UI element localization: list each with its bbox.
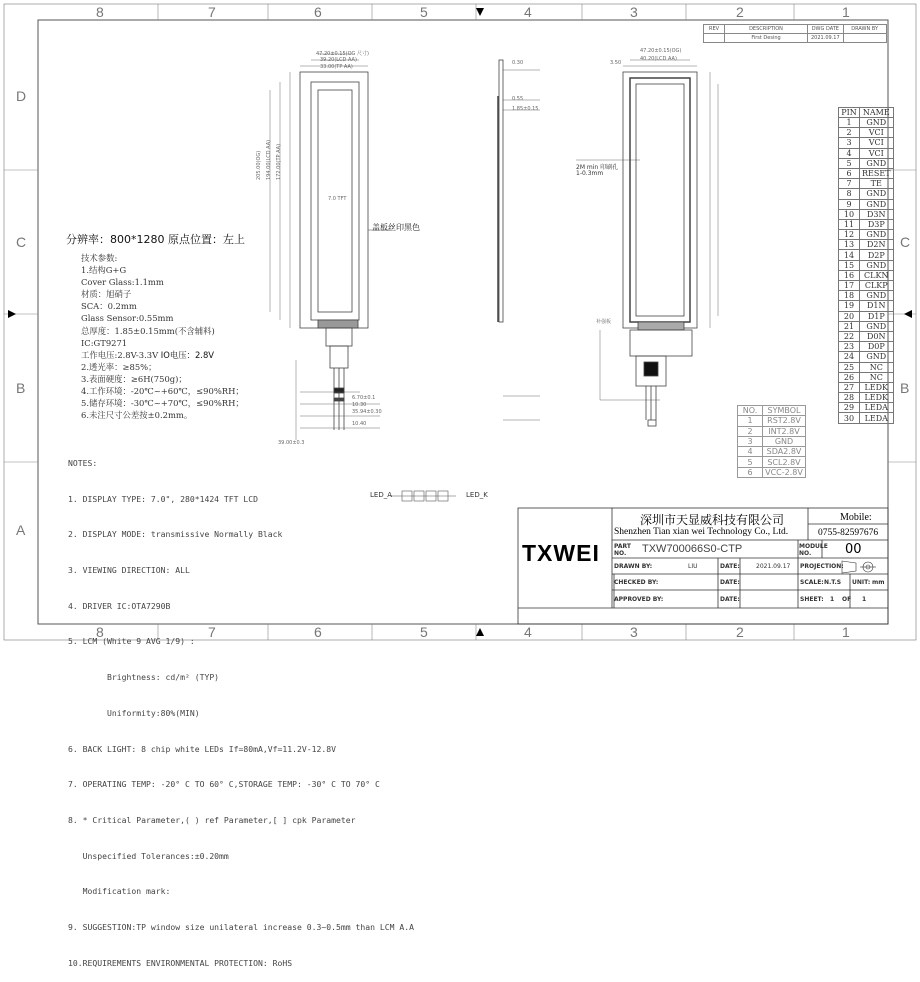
drawn-label: DRAWN BY:: [614, 563, 653, 570]
pin-number: 18: [839, 291, 860, 301]
dim-label: 35.94±0.30: [352, 409, 382, 415]
zone-bottom-5: 5: [420, 624, 428, 640]
pin-row: [839, 250, 894, 260]
zone-bottom-8: 8: [96, 624, 104, 640]
zone-left-b: B: [16, 380, 26, 396]
tech-line: 5.储存环境：-30℃~+70℃，≤90%RH；: [81, 398, 244, 409]
pin-row: [839, 403, 894, 413]
pin-row: [839, 189, 894, 199]
pin-number: 28: [839, 393, 860, 403]
pin-number: 4: [839, 148, 860, 158]
pin-row: [839, 301, 894, 311]
led-k-label: LED_K: [466, 491, 488, 499]
rev-header: DWG DATE: [808, 25, 844, 34]
tech-line: 材质：旭硝子: [81, 289, 132, 300]
pin-name: CLKP: [860, 281, 894, 291]
pin-row: [839, 352, 894, 362]
zone-top-5: 5: [420, 4, 428, 20]
resolution-title: 分辨率：800*1280 原点位置：左上: [66, 233, 245, 246]
dim-label: 10.40: [352, 421, 367, 427]
pin-number: 5: [839, 158, 860, 168]
notes-heading: NOTES:: [68, 457, 98, 468]
note-line: 10.REQUIREMENTS ENVIRONMENTAL PROTECTION: RoHS: [68, 957, 293, 968]
scale-value: N.T.S: [824, 579, 842, 586]
zone-bottom-6: 6: [314, 624, 322, 640]
pin-name: LEDK: [860, 393, 894, 403]
dim-label: 194.00(LCD AA): [266, 139, 272, 180]
zone-bottom-2: 2: [736, 624, 744, 640]
symbol-name: RST2.8V: [763, 416, 806, 426]
pin-name: LEDK: [860, 382, 894, 392]
dim-label: 172.00(TP AA): [276, 143, 282, 180]
tech-line: SCA：0.2mm: [81, 301, 137, 312]
pin-name: LEDA: [860, 413, 894, 423]
symbol-name: SDA2.8V: [763, 447, 806, 457]
rev-header: REV: [704, 25, 725, 34]
io-voltage: IO电压：2.8V: [160, 349, 215, 360]
note-line: 4. DRIVER IC:OTA7290B: [68, 600, 171, 611]
mobile-label: Mobile:: [840, 512, 872, 523]
symbol-table: [737, 405, 806, 478]
unit-label: UNIT:: [852, 579, 871, 586]
pin-number: 1: [839, 118, 860, 128]
pin-name: GND: [860, 291, 894, 301]
pin-name: VCI: [860, 148, 894, 158]
date-label: DATE:: [720, 579, 740, 586]
zone-bottom-7: 7: [208, 624, 216, 640]
tech-line: 总厚度：1.85±0.15mm(不含辅料): [81, 325, 215, 336]
note-line: Brightness: cd/m² (TYP): [68, 672, 220, 683]
dim-label: 0.30: [512, 60, 524, 66]
symbol-table-body: [738, 416, 806, 478]
module-number: 00: [845, 542, 862, 557]
pin-number: 23: [839, 342, 860, 352]
zone-left-d: D: [16, 88, 27, 104]
company-name-cn: 深圳市天显威科技有限公司: [640, 513, 785, 527]
pin-row: [839, 158, 894, 168]
notes: [68, 434, 414, 982]
pin-name: LEDA: [860, 403, 894, 413]
tech-line: IC:GT9271: [81, 337, 128, 348]
sheet-label: SHEET:: [800, 596, 824, 603]
pin-name: GND: [860, 118, 894, 128]
date-label: DATE:: [720, 563, 740, 570]
projection-label: PROJECTION:: [800, 563, 844, 570]
pin-row: [839, 260, 894, 270]
mobile-number: 0755-82597676: [818, 528, 879, 538]
pin-row: [839, 199, 894, 209]
pin-header: NAME: [860, 108, 894, 118]
pin-row: [839, 209, 894, 219]
dim-label: 39.20(LCD AA): [320, 57, 357, 63]
module-label: MODULE NO.: [799, 543, 828, 557]
zone-top-3: 3: [630, 4, 638, 20]
sheet-total: 1: [862, 596, 867, 603]
symbol-number: 3: [738, 436, 763, 446]
pin-name: GND: [860, 321, 894, 331]
zone-right-b: B: [900, 380, 910, 396]
tech-heading: 技术参数:: [81, 253, 118, 263]
dim-label: 10.30: [352, 402, 367, 408]
pin-row: [839, 219, 894, 229]
dim-label: 39.00±0.3: [278, 440, 305, 446]
dim-label: 6.70±0.1: [352, 395, 376, 401]
zone-left-c: C: [16, 234, 27, 250]
pin-table: [838, 107, 894, 424]
pin-number: 29: [839, 403, 860, 413]
symbol-number: 5: [738, 457, 763, 467]
silk-black-label: 盖板丝印黑色: [372, 223, 420, 232]
pin-name: NC: [860, 372, 894, 382]
pin-row: [839, 270, 894, 280]
zone-top-6: 6: [314, 4, 322, 20]
pin-row: [839, 291, 894, 301]
pin-name: GND: [860, 199, 894, 209]
note-line: 1. DISPLAY TYPE: 7.0", 280*1424 TFT LCD: [68, 493, 259, 504]
tech-line: 1.结构G+G: [81, 265, 127, 276]
pin-name: D3N: [860, 209, 894, 219]
pin-number: 10: [839, 209, 860, 219]
pin-number: 19: [839, 301, 860, 311]
pin-name: GND: [860, 158, 894, 168]
tech-line: Cover Glass:1.1mm: [81, 277, 164, 288]
pin-number: 17: [839, 281, 860, 291]
pin-row: [839, 118, 894, 128]
note-line: Uniformity:80%(MIN): [68, 707, 200, 718]
pin-row: [839, 311, 894, 321]
dim-label: 205.00(OG): [256, 150, 262, 180]
tech-line: 2.透光率：≥85%；: [81, 361, 157, 372]
pin-number: 25: [839, 362, 860, 372]
rev-header: DRAWN BY: [843, 25, 886, 34]
pin-name: GND: [860, 189, 894, 199]
part-number: TXW700066S0-CTP: [642, 543, 743, 555]
pin-row: [839, 342, 894, 352]
scale-label: SCALE:: [800, 579, 824, 586]
pin-row: [839, 362, 894, 372]
pin-row: [839, 393, 894, 403]
rev-cell: First Desing: [725, 34, 808, 43]
pin-name: RESET: [860, 168, 894, 178]
pin-row: [839, 413, 894, 423]
led-a-label: LED_A: [370, 491, 393, 499]
tech-line: 6.未注尺寸公差按±0.2mm。: [81, 410, 193, 421]
zone-top-7: 7: [208, 4, 216, 20]
pin-row: [839, 331, 894, 341]
symbol-row: [738, 467, 806, 477]
note-line: 7. OPERATING TEMP: -20° C TO 60° C,STORAGE TEMP: -30° C TO 70° C: [68, 779, 380, 790]
pin-name: D1P: [860, 311, 894, 321]
hole-note-2: 1-0.3mm: [576, 170, 604, 177]
pin-name: D0P: [860, 342, 894, 352]
symbol-header: SYMBOL: [763, 406, 806, 416]
pin-row: [839, 281, 894, 291]
pin-number: 22: [839, 331, 860, 341]
symbol-number: 6: [738, 467, 763, 477]
pin-row: [839, 138, 894, 148]
symbol-row: [738, 457, 806, 467]
note-line: 8. * Critical Parameter,( ) ref Parameter,[ ] cpk Parameter: [68, 815, 356, 825]
symbol-number: 4: [738, 447, 763, 457]
note-line: 5. LCM (White 9 AVG 1/9) :: [68, 636, 195, 647]
symbol-header: NO.: [738, 406, 763, 416]
pin-number: 14: [839, 250, 860, 260]
pin-row: [839, 321, 894, 331]
revision-table: [703, 24, 887, 43]
pin-row: [839, 128, 894, 138]
unit-value: mm: [872, 579, 885, 586]
note-line: 3. VIEWING DIRECTION: ALL: [68, 564, 190, 575]
rev-cell: 2021.09.17: [808, 34, 844, 43]
pin-name: GND: [860, 260, 894, 270]
hole-note: 2M min 印刷孔: [576, 164, 619, 171]
pin-name: VCI: [860, 128, 894, 138]
company-logo: TXWEI: [522, 540, 600, 566]
pin-number: 3: [839, 138, 860, 148]
pin-number: 24: [839, 352, 860, 362]
pin-table-body: [839, 118, 894, 424]
note-line: 2. DISPLAY MODE: transmissive Normally Black: [68, 529, 283, 540]
zone-top-8: 8: [96, 4, 104, 20]
symbol-name: SCL2.8V: [763, 457, 806, 467]
dim-label: 33.00(TP AA): [320, 64, 353, 70]
checked-label: CHECKED BY:: [614, 579, 659, 586]
date-value: 2021.09.17: [756, 563, 791, 570]
pin-name: D3P: [860, 219, 894, 229]
dim-label: 47.20±0.15(OG): [640, 48, 682, 54]
pin-number: 7: [839, 179, 860, 189]
pin-number: 20: [839, 311, 860, 321]
symbol-number: 1: [738, 416, 763, 426]
pin-row: [839, 179, 894, 189]
pin-row: [839, 240, 894, 250]
pin-name: TE: [860, 179, 894, 189]
dim-label: 40.20(LCD AA): [640, 56, 677, 62]
pin-row: [839, 382, 894, 392]
pin-name: NC: [860, 362, 894, 372]
flex-label: 补强板: [596, 319, 612, 325]
tech-line: 工作电压:2.8V-3.3V: [81, 349, 159, 360]
pin-number: 11: [839, 219, 860, 229]
tech-line: 3.表面硬度：≥6H(750g)；: [81, 373, 187, 384]
rev-header: DESCRIPTION: [725, 25, 808, 34]
pin-number: 30: [839, 413, 860, 423]
pin-number: 8: [839, 189, 860, 199]
pin-row: [839, 168, 894, 178]
pin-number: 26: [839, 372, 860, 382]
approved-label: APPROVED BY:: [614, 596, 664, 603]
note-line: 6. BACK LIGHT: 8 chip white LEDs If=80mA,Vf=11.2V-12.8V: [68, 743, 337, 754]
tech-line: Glass Sensor:0.55mm: [81, 313, 174, 324]
symbol-name: INT2.8V: [763, 426, 806, 436]
zone-left-a: A: [16, 522, 26, 538]
tech-line: 4.工作环境：-20℃~+60℃，≤90%RH；: [81, 386, 244, 397]
pin-name: VCI: [860, 138, 894, 148]
note-line: 9. SUGGESTION:TP window size unilateral increase 0.3~0.5mm than LCM A.A: [68, 922, 414, 933]
symbol-row: [738, 416, 806, 426]
pin-name: D2P: [860, 250, 894, 260]
zone-bottom-1: 1: [842, 624, 850, 640]
rev-cell: [843, 34, 886, 43]
dim-label: 47.20±0.15(OG 尺寸): [316, 51, 369, 57]
pin-number: 16: [839, 270, 860, 280]
pin-name: CLKN: [860, 270, 894, 280]
rev-cell: [704, 34, 725, 43]
pin-name: D1N: [860, 301, 894, 311]
pin-name: D2N: [860, 240, 894, 250]
pin-number: 6: [839, 168, 860, 178]
pin-number: 21: [839, 321, 860, 331]
part-label: PART NO.: [614, 543, 631, 557]
drawn-by: LIU: [688, 563, 698, 570]
pin-row: [839, 372, 894, 382]
symbol-number: 2: [738, 426, 763, 436]
pin-header: PIN: [839, 108, 860, 118]
sheet-number: 1: [830, 596, 835, 603]
pin-number: 2: [839, 128, 860, 138]
zone-top-4: 4: [524, 4, 532, 20]
pin-number: 27: [839, 382, 860, 392]
symbol-row: [738, 447, 806, 457]
pin-row: [839, 148, 894, 158]
symbol-name: GND: [763, 436, 806, 446]
symbol-name: VCC-2.8V: [763, 467, 806, 477]
pin-number: 9: [839, 199, 860, 209]
pin-name: GND: [860, 352, 894, 362]
symbol-row: [738, 436, 806, 446]
pin-name: GND: [860, 230, 894, 240]
note-line: Modification mark:: [68, 886, 171, 897]
zone-top-2: 2: [736, 4, 744, 20]
pin-number: 15: [839, 260, 860, 270]
pin-number: 13: [839, 240, 860, 250]
center-text: 7.0 TFT: [328, 196, 347, 202]
pin-name: D0N: [860, 331, 894, 341]
company-name-en: Shenzhen Tian xian wei Technology Co., Ltd.: [614, 527, 789, 537]
of-label: OF: [842, 596, 852, 603]
date-label: DATE:: [720, 596, 740, 603]
zone-bottom-3: 3: [630, 624, 638, 640]
zone-bottom-4: 4: [524, 624, 532, 640]
pin-number: 12: [839, 230, 860, 240]
dim-label: 3.50: [610, 60, 622, 66]
symbol-row: [738, 426, 806, 436]
pin-row: [839, 230, 894, 240]
dim-label: 0.55: [512, 96, 524, 102]
zone-top-1: 1: [842, 4, 850, 20]
tech-params: [81, 252, 244, 421]
dim-label: 1.85±0.15: [512, 106, 539, 112]
note-line: Unspecified Tolerances:±0.20mm: [68, 850, 229, 861]
zone-right-c: C: [900, 234, 911, 250]
